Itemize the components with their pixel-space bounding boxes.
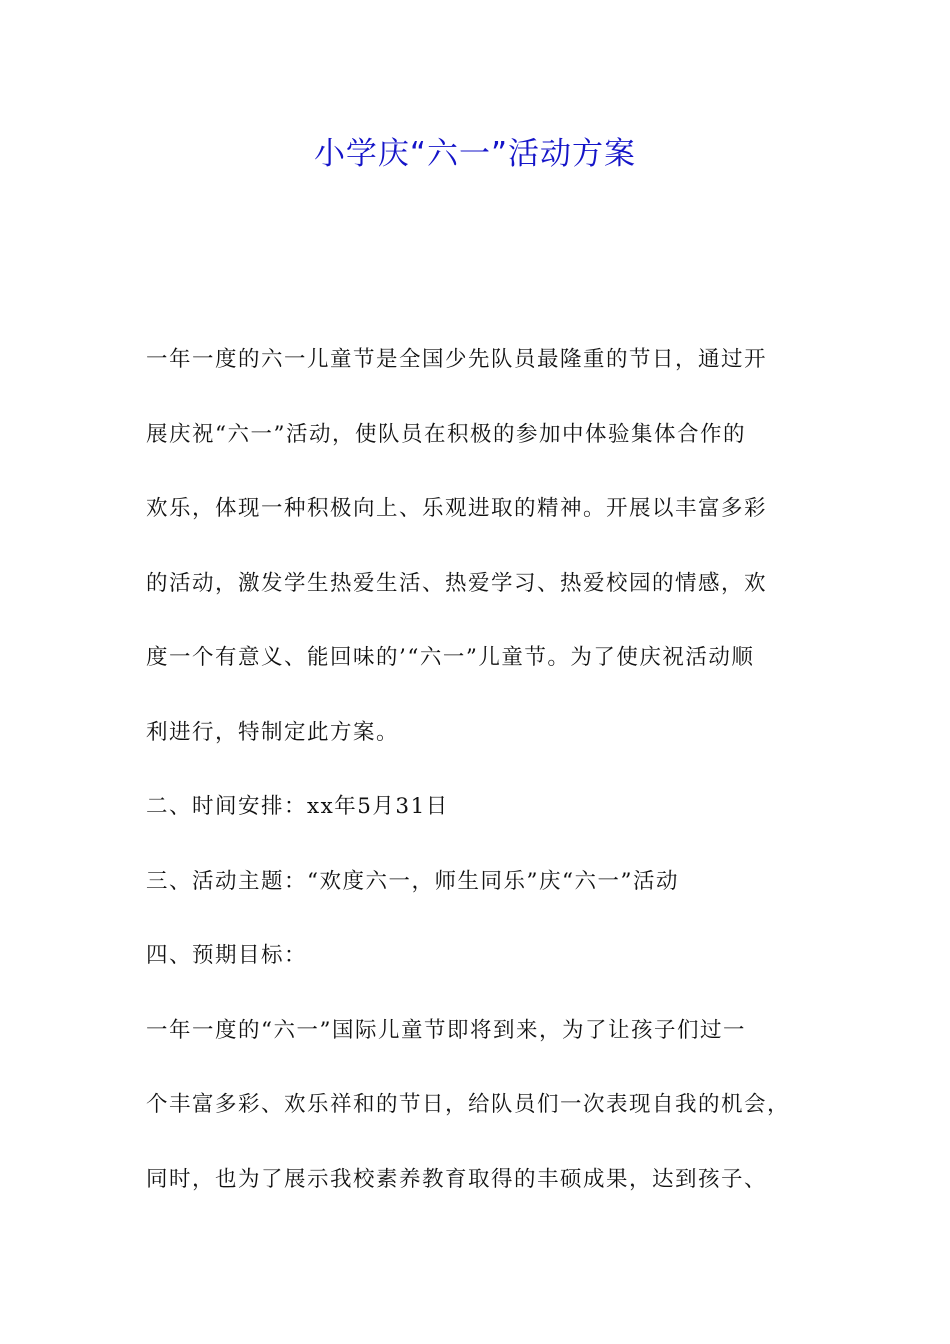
section-time: 二、时间安排：xx年5月31日 — [146, 794, 449, 819]
text-line: 同时，也为了展示我校素养教育取得的丰硕成果，达到孩子、 — [146, 1167, 768, 1192]
text-line: 个丰富多彩、欢乐祥和的节日，给队员们一次表现自我的机会， — [146, 1092, 791, 1117]
document-title: 小学庆“六一”活动方案 — [313, 136, 637, 172]
text-line: 展庆祝“六一”活动，使队员在积极的参加中体验集体合作的 — [146, 422, 746, 447]
text-line: 的活动，激发学生热爱生活、热爱学习、热爱校园的情感，欢 — [146, 571, 768, 596]
text-line: 利进行，特制定此方案。 — [146, 720, 400, 745]
section-goals-heading: 四、预期目标： — [146, 943, 308, 968]
section-theme: 三、活动主题：“欢度六一，师生同乐”庆“六一”活动 — [146, 869, 679, 894]
text-line: 一年一度的六一儿童节是全国少先队员最隆重的节日，通过开 — [146, 347, 768, 372]
text-line: 一年一度的“六一”国际儿童节即将到来，为了让孩子们过一 — [146, 1018, 746, 1043]
text-line: 欢乐，体现一种积极向上、乐观进取的精神。开展以丰富多彩 — [146, 496, 768, 521]
text-line: 度一个有意义、能回味的’“六一”儿童节。为了使庆祝活动顺 — [146, 645, 755, 670]
